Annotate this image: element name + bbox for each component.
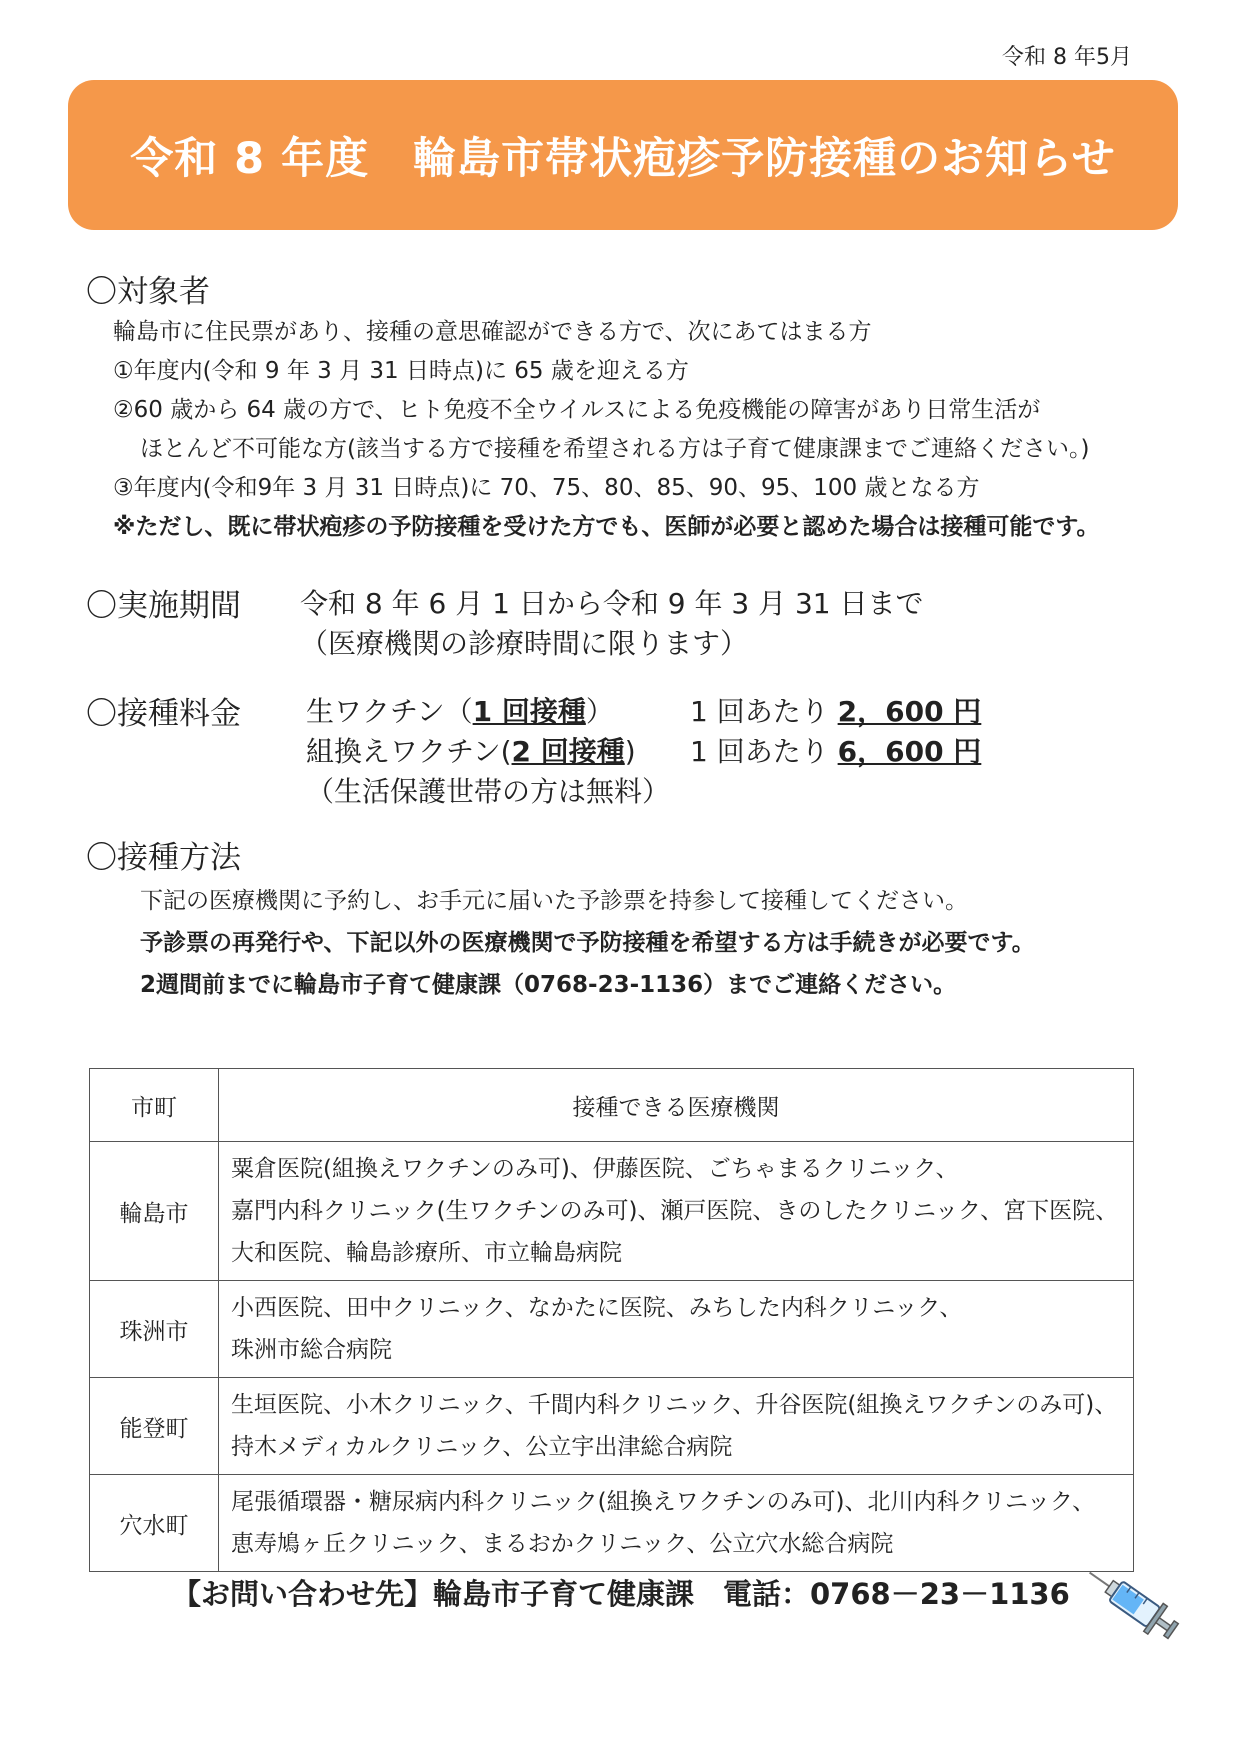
table-header-row	[90, 1069, 1134, 1142]
fee-recomb-price: 6，600 円	[837, 735, 982, 768]
clinic-line: 大和医院、輪島診療所、市立輪島病院	[231, 1240, 622, 1266]
contact-info: 【お問い合わせ先】輪島市子育て健康課 電話：0768－23－1136	[172, 1577, 1070, 1611]
fee-live-price-row	[690, 690, 981, 730]
target-line-1: 輪島市に住民票があり、接種の意思確認ができる方で、次にあてはまる方	[113, 319, 872, 345]
syringe-icon	[1078, 1558, 1188, 1652]
method-line-1: 下記の医療機関に予約し、お手元に届いた予診票を持参して接種してください。	[140, 888, 968, 914]
clinic-line: 生垣医院、小木クリニック、千間内科クリニック、升谷医院(組換えワクチンのみ可)、	[231, 1392, 1118, 1418]
town-cell: 穴水町	[90, 1475, 219, 1572]
period-note: （医療機関の診療時間に限ります）	[300, 627, 749, 660]
fee-live-price: 2，600 円	[837, 695, 982, 728]
col-clinics-header: 接種できる医療機関	[219, 1069, 1134, 1142]
method-heading: 〇接種方法	[86, 840, 241, 876]
period-heading: 〇実施期間	[86, 588, 241, 624]
clinic-table	[89, 1068, 1134, 1572]
issue-date: 令和 8 年5月	[1002, 45, 1132, 70]
fee-note: （生活保護世帯の方は無料）	[306, 775, 671, 808]
fee-live-doses: 1 回接種	[472, 695, 586, 728]
fee-recomb-vaccine	[306, 730, 636, 770]
fee-heading: 〇接種料金	[86, 696, 241, 732]
clinics-cell	[219, 1378, 1134, 1475]
target-line-2: ①年度内(令和 9 年 3 月 31 日時点)に 65 歳を迎える方	[113, 358, 689, 384]
clinics-cell	[219, 1281, 1134, 1378]
fee-recomb-price-row	[690, 730, 981, 770]
fee-live-close: ）	[585, 695, 614, 728]
town-cell: 珠洲市	[90, 1281, 219, 1378]
method-line-3: 2週間前までに輪島市子育て健康課（0768-23-1136）までご連絡ください。	[140, 972, 957, 998]
clinic-line: 珠洲市総合病院	[231, 1337, 392, 1363]
table-row	[90, 1142, 1134, 1281]
fee-recomb-close: )	[624, 735, 636, 768]
title-banner	[68, 80, 1178, 230]
town-cell: 輪島市	[90, 1142, 219, 1281]
target-line-5: ③年度内(令和9年 3 月 31 日時点)に 70、75、80、85、90、95、100 歳となる方	[113, 475, 980, 501]
clinic-line: 尾張循環器・糖尿病内科クリニック(組換えワクチンのみ可)、北川内科クリニック、	[231, 1489, 1096, 1515]
method-line-2: 予診票の再発行や、下記以外の医療機関で予防接種を希望する方は手続きが必要です。	[140, 930, 1035, 956]
page-title: 令和 8 年度 輪島市帯状疱疹予防接種のお知らせ	[130, 133, 1116, 184]
fee-live-per: 1 回あたり	[690, 695, 829, 728]
clinics-cell	[219, 1142, 1134, 1281]
fee-live-vaccine	[306, 690, 614, 730]
clinics-cell	[219, 1475, 1134, 1572]
clinic-line: 恵寿鳩ヶ丘クリニック、まるおかクリニック、公立穴水総合病院	[231, 1531, 894, 1557]
clinic-line: 小西医院、田中クリニック、なかたに医院、みちした内科クリニック、	[231, 1295, 963, 1321]
clinic-line: 嘉門内科クリニック(生ワクチンのみ可)、瀬戸医院、きのしたクリニック、宮下医院、	[231, 1198, 1119, 1224]
col-town-header: 市町	[90, 1069, 219, 1142]
clinic-line: 持木メディカルクリニック、公立宇出津総合病院	[231, 1434, 733, 1460]
target-line-3: ②60 歳から 64 歳の方で、ヒト免疫不全ウイルスによる免疫機能の障害があり日常生活が	[113, 397, 1041, 423]
clinic-line: 粟倉医院(組換えワクチンのみ可)、伊藤医院、ごちゃまるクリニック、	[231, 1156, 959, 1182]
fee-recomb-per: 1 回あたり	[690, 735, 829, 768]
table-row	[90, 1281, 1134, 1378]
fee-recomb-doses: 2 回接種	[511, 735, 625, 768]
target-line-4: ほとんど不可能な方(該当する方で接種を希望される方は子育て健康課までご連絡ください。)	[140, 436, 1090, 462]
target-heading: 〇対象者	[86, 274, 210, 310]
table-row	[90, 1475, 1134, 1572]
fee-live-label: 生ワクチン（	[306, 695, 473, 728]
target-note: ※ただし、既に帯状疱疹の予防接種を受けた方でも、医師が必要と認めた場合は接種可能です。	[113, 514, 1100, 540]
fee-recomb-label: 組換えワクチン(	[306, 735, 512, 768]
town-cell: 能登町	[90, 1378, 219, 1475]
period-text: 令和 8 年 6 月 1 日から令和 9 年 3 月 31 日まで	[300, 587, 924, 620]
table-row	[90, 1378, 1134, 1475]
